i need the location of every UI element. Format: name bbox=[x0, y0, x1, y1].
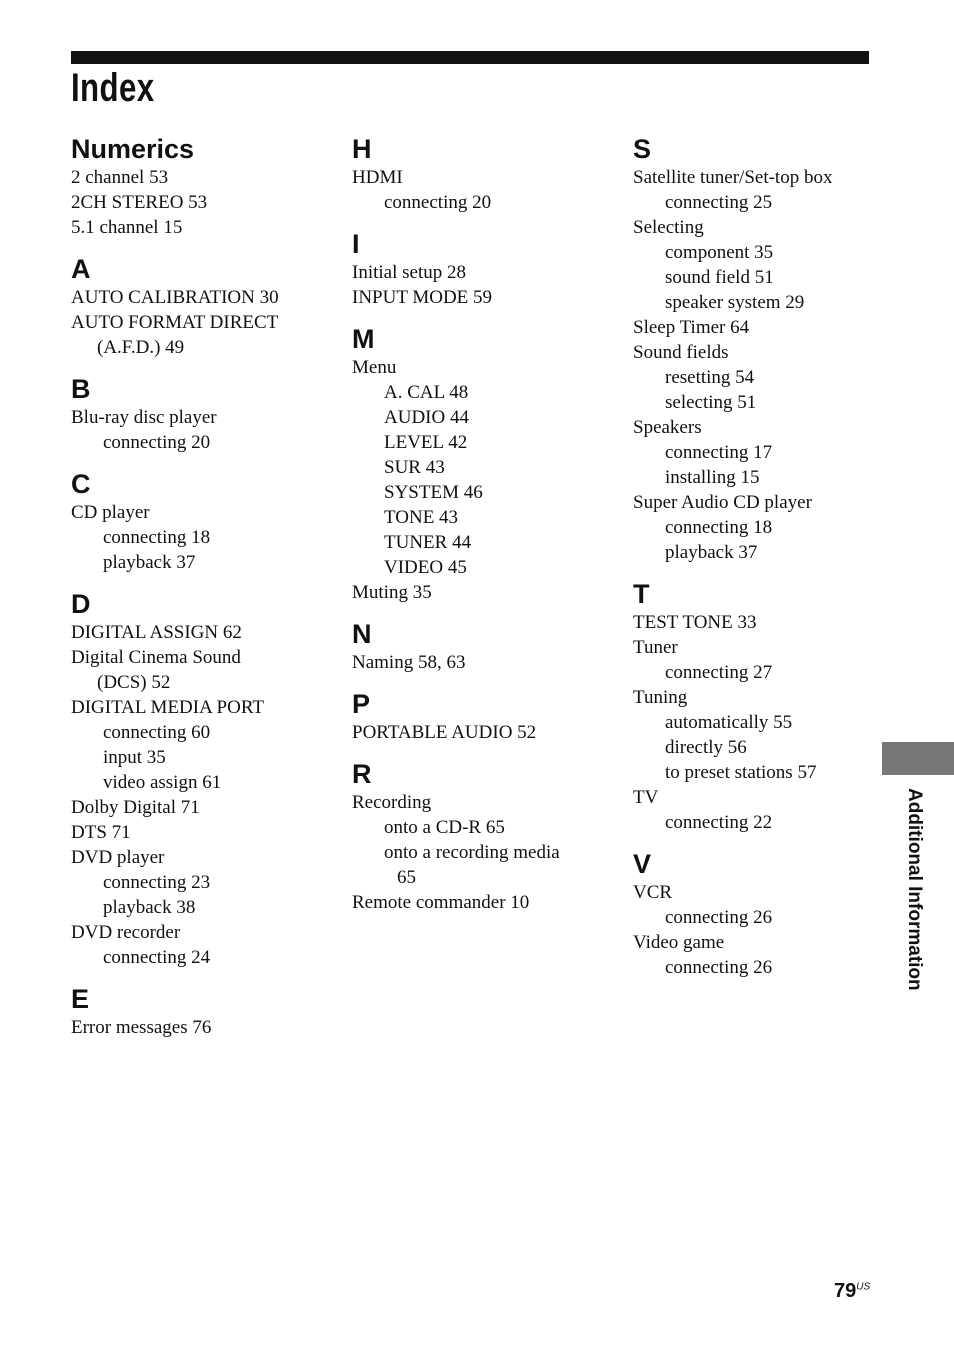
index-subentry: connecting 23 bbox=[103, 872, 211, 893]
index-entry: Satellite tuner/Set-top box bbox=[633, 167, 833, 188]
section-heading: M bbox=[352, 324, 375, 354]
index-subentry: VIDEO 45 bbox=[384, 557, 467, 578]
index-subentry: connecting 18 bbox=[103, 527, 211, 548]
index-entry: Video game bbox=[633, 932, 725, 953]
index-section bbox=[71, 981, 341, 1040]
index-entry: Speakers bbox=[633, 417, 702, 438]
side-tab-label: Additional Information bbox=[904, 788, 925, 991]
index-entry: Sleep Timer 64 bbox=[633, 317, 750, 338]
section-heading: S bbox=[633, 134, 652, 164]
section-heading: A bbox=[71, 254, 91, 284]
index-entry: VCR bbox=[633, 882, 673, 903]
index-section bbox=[352, 616, 622, 675]
section-heading: C bbox=[71, 469, 91, 499]
index-subentry: connecting 60 bbox=[103, 722, 211, 743]
index-section bbox=[633, 131, 873, 565]
index-subentry: to preset stations 57 bbox=[665, 762, 817, 783]
index-subentry: TUNER 44 bbox=[384, 532, 472, 553]
index-entry: Error messages 76 bbox=[71, 1017, 212, 1038]
section-heading: H bbox=[352, 134, 372, 164]
index-entry: 5.1 channel 15 bbox=[71, 217, 183, 238]
index-subentry: installing 15 bbox=[665, 467, 760, 488]
index-subentry: SUR 43 bbox=[384, 457, 445, 478]
index-entry: AUTO FORMAT DIRECT bbox=[71, 312, 279, 333]
page-number-value: 79 bbox=[834, 1280, 857, 1302]
index-section bbox=[633, 846, 873, 980]
section-heading: I bbox=[352, 229, 360, 259]
index-subentry: connecting 20 bbox=[384, 192, 492, 213]
index-entry: DIGITAL ASSIGN 62 bbox=[71, 622, 242, 643]
section-heading: Numerics bbox=[71, 134, 195, 164]
section-heading: R bbox=[352, 759, 372, 789]
index-entry: (DCS) 52 bbox=[97, 672, 171, 693]
index-subentry: selecting 51 bbox=[665, 392, 757, 413]
index-subentry: directly 56 bbox=[665, 737, 747, 758]
index-entry: Naming 58, 63 bbox=[352, 652, 466, 673]
index-subentry: playback 37 bbox=[103, 552, 196, 573]
index-entry: Initial setup 28 bbox=[352, 262, 466, 283]
index-entry: HDMI bbox=[352, 167, 403, 188]
section-heading: B bbox=[71, 374, 91, 404]
index-entry: CD player bbox=[71, 502, 150, 523]
index-subentry: connecting 24 bbox=[103, 947, 211, 968]
index-subentry: input 35 bbox=[103, 747, 166, 768]
index-section bbox=[633, 576, 873, 835]
index-entry: Remote commander 10 bbox=[352, 892, 530, 913]
index-entry: (A.F.D.) 49 bbox=[97, 337, 185, 358]
section-heading: P bbox=[352, 689, 371, 719]
index-entry: Tuner bbox=[633, 637, 678, 658]
index-entry: Dolby Digital 71 bbox=[71, 797, 200, 818]
index-subentry: speaker system 29 bbox=[665, 292, 805, 313]
index-column-1 bbox=[71, 131, 341, 1051]
index-entry: AUTO CALIBRATION 30 bbox=[71, 287, 279, 308]
index-column-2 bbox=[352, 131, 622, 926]
index-subentry: component 35 bbox=[665, 242, 774, 263]
index-subentry: connecting 18 bbox=[665, 517, 773, 538]
index-subentry: sound field 51 bbox=[665, 267, 774, 288]
index-subentry: connecting 22 bbox=[665, 812, 773, 833]
index-subentry: connecting 26 bbox=[665, 907, 773, 928]
index-section bbox=[71, 371, 341, 455]
section-heading: T bbox=[633, 579, 650, 609]
top-rule bbox=[71, 51, 869, 64]
index-entry: TV bbox=[633, 787, 659, 808]
index-subentry: onto a CD-R 65 bbox=[384, 817, 505, 838]
index-entry: DVD recorder bbox=[71, 922, 181, 943]
section-heading: V bbox=[633, 849, 652, 879]
index-section bbox=[71, 251, 341, 360]
index-entry: DIGITAL MEDIA PORT bbox=[71, 697, 264, 718]
index-subentry: connecting 26 bbox=[665, 957, 773, 978]
index-entry: Blu-ray disc player bbox=[71, 407, 217, 428]
index-entry: Sound fields bbox=[633, 342, 729, 363]
index-subentry: connecting 27 bbox=[665, 662, 773, 683]
index-entry: TEST TONE 33 bbox=[633, 612, 757, 633]
page-number-suffix: US bbox=[856, 1281, 871, 1293]
index-subentry: automatically 55 bbox=[665, 712, 793, 733]
index-subentry: connecting 25 bbox=[665, 192, 773, 213]
index-subentry: SYSTEM 46 bbox=[384, 482, 483, 503]
index-subentry: AUDIO 44 bbox=[384, 407, 469, 428]
index-subentry: TONE 43 bbox=[384, 507, 459, 528]
index-section bbox=[71, 131, 341, 240]
index-section bbox=[71, 586, 341, 970]
index-subentry: onto a recording media bbox=[384, 842, 560, 863]
index-entry: Muting 35 bbox=[352, 582, 432, 603]
index-entry: Digital Cinema Sound bbox=[71, 647, 241, 668]
index-subentry: connecting 17 bbox=[665, 442, 773, 463]
index-subentry: video assign 61 bbox=[103, 772, 222, 793]
index-entry: Selecting bbox=[633, 217, 704, 238]
index-section bbox=[352, 756, 622, 915]
index-entry: Super Audio CD player bbox=[633, 492, 812, 513]
index-entry: INPUT MODE 59 bbox=[352, 287, 493, 308]
index-entry: Recording bbox=[352, 792, 432, 813]
section-heading: N bbox=[352, 619, 372, 649]
index-entry: DTS 71 bbox=[71, 822, 131, 843]
index-entry: 2CH STEREO 53 bbox=[71, 192, 208, 213]
index-subentry: LEVEL 42 bbox=[384, 432, 468, 453]
index-section bbox=[352, 131, 622, 215]
index-entry: 65 bbox=[397, 867, 416, 888]
index-subentry: resetting 54 bbox=[665, 367, 755, 388]
side-tab-marker bbox=[882, 742, 954, 775]
index-section bbox=[352, 226, 622, 310]
index-entry: Tuning bbox=[633, 687, 688, 708]
index-column-3 bbox=[633, 131, 873, 991]
index-section bbox=[352, 686, 622, 745]
index-entry: Menu bbox=[352, 357, 397, 378]
page-number bbox=[834, 1280, 870, 1303]
index-section bbox=[71, 466, 341, 575]
section-heading: D bbox=[71, 589, 91, 619]
page-title: Index bbox=[71, 66, 155, 110]
index-entry: DVD player bbox=[71, 847, 165, 868]
index-subentry: A. CAL 48 bbox=[384, 382, 469, 403]
index-entry: 2 channel 53 bbox=[71, 167, 169, 188]
index-subentry: connecting 20 bbox=[103, 432, 211, 453]
index-section bbox=[352, 321, 622, 605]
index-subentry: playback 38 bbox=[103, 897, 196, 918]
index-subentry: playback 37 bbox=[665, 542, 758, 563]
index-entry: PORTABLE AUDIO 52 bbox=[352, 722, 537, 743]
section-heading: E bbox=[71, 984, 90, 1014]
